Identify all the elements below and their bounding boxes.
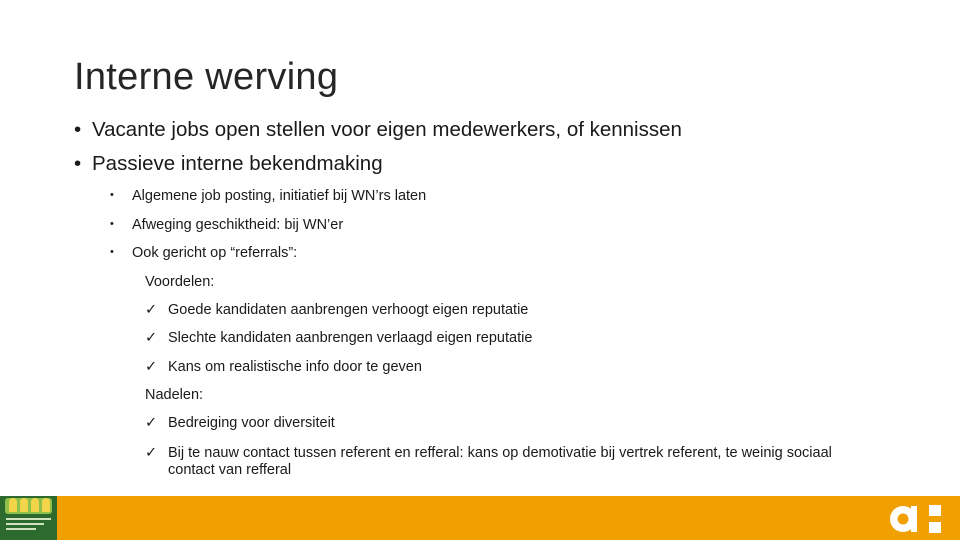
check-icon: ✓ <box>145 302 158 318</box>
logo-caption-line <box>6 523 44 525</box>
person-figure <box>20 498 28 512</box>
bullet-text: Vacante jobs open stellen voor eigen medewerkers, of kennissen <box>92 118 682 141</box>
bullet-marker: • <box>110 246 114 258</box>
voordeel-item <box>145 330 865 347</box>
people-illustration <box>5 498 52 514</box>
voordeel-text: Slechte kandidaten aanbrengen verlaagd eigen reputatie <box>168 330 533 346</box>
slide-title: Interne werving <box>74 56 339 98</box>
nadeel-item <box>145 445 865 479</box>
person-figure <box>9 498 17 512</box>
voordeel-item <box>145 359 865 376</box>
brand-logo-icon <box>884 499 944 537</box>
bullet-text: Passieve interne bekendmaking <box>92 152 383 175</box>
bullet-level2 <box>110 188 426 204</box>
bullet-level1 <box>74 118 682 142</box>
bullet-level2 <box>110 217 343 233</box>
check-icon: ✓ <box>145 359 158 375</box>
bullet-marker: • <box>110 189 114 201</box>
bullet-marker: • <box>110 218 114 230</box>
person-figure <box>31 498 39 512</box>
nadelen-label: Nadelen: <box>145 387 204 403</box>
person-figure <box>42 498 50 512</box>
footer-bar <box>0 496 960 540</box>
check-icon: ✓ <box>145 445 158 461</box>
bullet-level2 <box>110 245 297 261</box>
nadeel-text: Bedreiging voor diversiteit <box>168 415 335 431</box>
bullet-marker: • <box>74 152 82 175</box>
bullet-level1 <box>74 152 383 176</box>
bullet-marker: • <box>74 118 82 141</box>
voordeel-item <box>145 302 865 319</box>
logo-caption-line <box>6 518 51 520</box>
nadeel-item <box>145 415 865 432</box>
bullet-text: Ook gericht op “referrals”: <box>132 245 298 261</box>
bullet-text: Afweging geschiktheid: bij WN’er <box>132 217 344 233</box>
nadeel-text: Bij te nauw contact tussen referent en refferal: kans op demotivatie bij vertrek referent, te weinig sociaal contact van refferal <box>168 445 832 478</box>
voordeel-text: Goede kandidaten aanbrengen verhoogt eigen reputatie <box>168 302 529 318</box>
logo-caption-line <box>6 528 36 530</box>
voordelen-label: Voordelen: <box>145 274 215 290</box>
bullet-text: Algemene job posting, initiatief bij WN’rs laten <box>132 188 427 204</box>
hrm-book-logo-icon <box>0 496 57 540</box>
check-icon: ✓ <box>145 330 158 346</box>
check-icon: ✓ <box>145 415 158 431</box>
voordeel-text: Kans om realistische info door te geven <box>168 359 422 375</box>
